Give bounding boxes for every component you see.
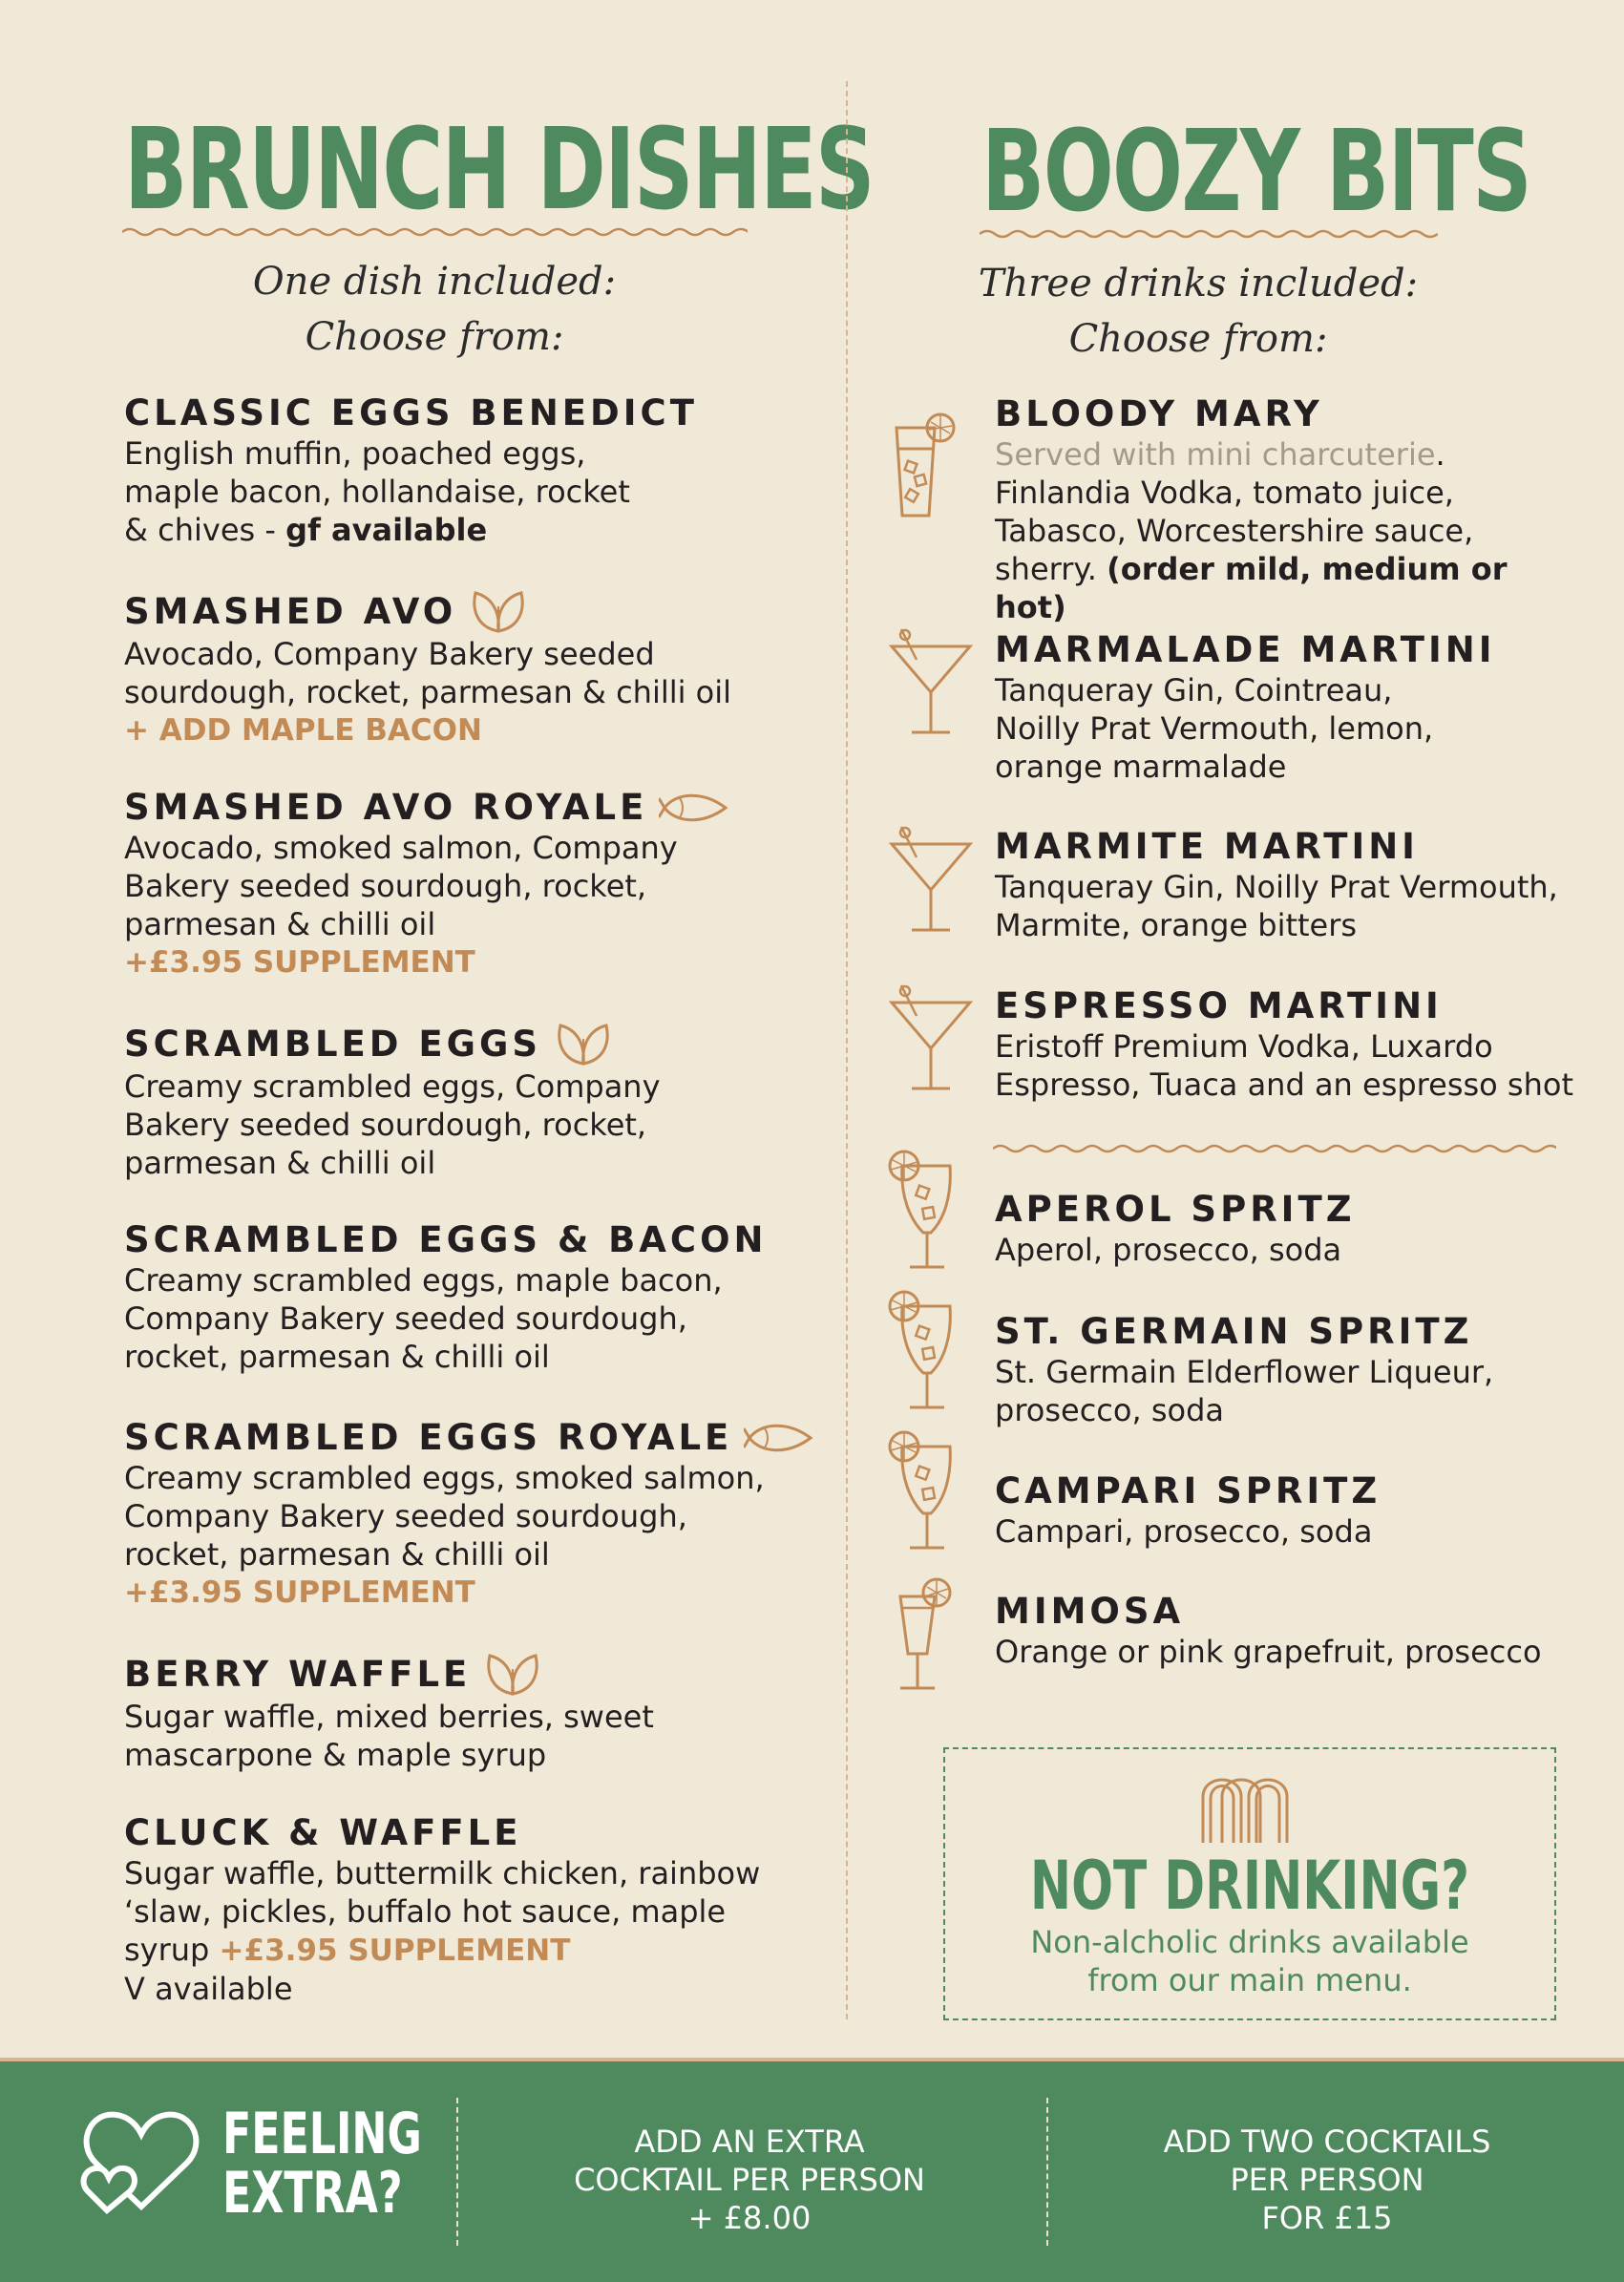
fish-icon — [744, 1419, 816, 1457]
boozy-intro — [960, 256, 1437, 367]
item-dietary-note: V available — [124, 1971, 293, 2007]
boozy-column — [845, 0, 1624, 2053]
spritz-glass-icon — [885, 1429, 961, 1555]
item-name: SMASHED AVO ROYALE — [124, 787, 812, 829]
not-drinking-box — [943, 1747, 1556, 2020]
footer-banner — [0, 2058, 1624, 2282]
footer-divider — [456, 2098, 458, 2246]
menu-item-cluck-waffle — [124, 1812, 812, 2008]
item-extra: + ADD MAPLE BACON — [124, 713, 482, 748]
martini-glass-icon — [888, 823, 974, 938]
item-name: APEROL SPRITZ — [995, 1189, 1356, 1230]
boozy-intro-line1: Three drinks included: — [978, 262, 1419, 306]
item-extra: +£3.95 SUPPLEMENT — [124, 1575, 475, 1610]
footer-offer-extra-cocktail: ADD AN EXTRA COCKTAIL PER PERSON + £8.00 — [574, 2124, 925, 2236]
menu-item-scrambled-eggs-bacon — [124, 1219, 812, 1376]
drink-item-marmite-martini — [995, 826, 1587, 944]
item-description: Sugar waffle, buttermilk chicken, rainbow ‘slaw, pickles, buffalo hot sauce, maple syrup +£3.95 SUPPLEMENT — [124, 1855, 761, 1968]
item-description: Avocado, Company Bakery seeded sourdough, rocket, parmesan & chilli oil — [124, 636, 732, 710]
brunch-column — [0, 0, 874, 2053]
spritz-glass-icon — [885, 1289, 961, 1415]
fish-icon — [659, 789, 731, 827]
item-description: Creamy scrambled eggs, maple bacon, Company Bakery seeded sourdough, rocket, parmesan & chilli oil — [124, 1262, 723, 1375]
drink-item-espresso-martini — [995, 985, 1606, 1104]
item-name: SCRAMBLED EGGS & BACON — [124, 1219, 768, 1260]
item-description: Tanqueray Gin, Noilly Prat Vermouth, Marmite, orange bitters — [995, 869, 1558, 943]
item-description: Creamy scrambled eggs, smoked salmon, Company Bakery seeded sourdough, rocket, parmesan & chilli oil — [124, 1460, 765, 1573]
item-description: English muffin, poached eggs, maple bacon, hollandaise, rocket & chives - gf available — [124, 435, 630, 548]
flute-glass-icon — [893, 1575, 960, 1698]
menu-item-classic-eggs-benedict — [124, 392, 792, 549]
item-name: CLASSIC EGGS BENEDICT — [124, 392, 698, 433]
hearts-icon — [78, 2103, 202, 2216]
boozy-title: BOOZY BITS — [981, 105, 1531, 237]
menu-item-scrambled-eggs — [124, 1022, 792, 1182]
martini-glass-icon — [888, 982, 974, 1096]
footer-offer-two-cocktails: ADD TWO COCKTAILS PER PERSON FOR £15 — [1163, 2124, 1491, 2236]
brunch-title: BRUNCH DISHES — [124, 103, 874, 235]
boozy-title-underline — [980, 227, 1438, 241]
spritz-glass-icon — [885, 1149, 961, 1275]
item-description: Campari, prosecco, soda — [995, 1513, 1373, 1550]
brunch-title-underline — [122, 225, 748, 239]
menu-item-scrambled-eggs-royale — [124, 1417, 831, 1612]
highball-glass-icon — [891, 409, 958, 523]
brunch-intro-line2: Choose from: — [305, 315, 564, 359]
drink-item-st-germain-spritz — [995, 1311, 1587, 1429]
item-description: Avocado, smoked salmon, Company Bakery seeded sourdough, rocket, parmesan & chilli oil — [124, 830, 678, 942]
leaf-icon — [553, 1022, 614, 1067]
item-description: Orange or pink grapefruit, prosecco — [995, 1634, 1542, 1670]
arches-icon — [1199, 1768, 1291, 1845]
item-name: CLUCK & WAFFLE — [124, 1812, 522, 1853]
item-name: SMASHED AVO — [124, 589, 792, 635]
boozy-intro-line2: Choose from: — [1068, 317, 1328, 361]
menu-item-berry-waffle — [124, 1652, 792, 1774]
menu-item-smashed-avo-royale — [124, 787, 812, 982]
item-description: St. Germain Elderflower Liqueur, prosecco, soda — [995, 1354, 1494, 1428]
item-name: SCRAMBLED EGGS ROYALE — [124, 1417, 831, 1459]
item-extra: +£3.95 SUPPLEMENT — [124, 945, 475, 980]
item-name: CAMPARI SPRITZ — [995, 1470, 1381, 1511]
brunch-intro — [191, 254, 678, 365]
not-drinking-title: NOT DRINKING? — [1029, 1847, 1470, 1925]
drink-item-bloody-mary — [995, 393, 1606, 626]
item-name: ST. GERMAIN SPRITZ — [995, 1311, 1473, 1352]
item-description: Finlandia Vodka, tomato juice, Tabasco, Worcestershire sauce, sherry. (order mild, medium or hot) — [995, 475, 1508, 625]
item-description: Eristoff Premium Vodka, Luxardo Espresso, Tuaca and an espresso shot — [995, 1028, 1573, 1103]
brunch-intro-line1: One dish included: — [252, 260, 617, 304]
item-description: Tanqueray Gin, Cointreau, Noilly Prat Vermouth, lemon, orange marmalade — [995, 672, 1434, 785]
item-name: ESPRESSO MARTINI — [995, 985, 1443, 1026]
item-description: Creamy scrambled eggs, Company Bakery seeded sourdough, rocket, parmesan & chilli oil — [124, 1068, 661, 1181]
drinks-separator — [993, 1142, 1556, 1155]
item-name: SCRAMBLED EGGS — [124, 1022, 792, 1067]
item-description: Aperol, prosecco, soda — [995, 1232, 1342, 1268]
footer-divider — [1046, 2098, 1048, 2246]
item-name: BLOODY MARY — [995, 393, 1323, 434]
leaf-icon — [468, 589, 529, 635]
item-name: MARMITE MARTINI — [995, 826, 1419, 867]
drink-item-mimosa — [995, 1591, 1587, 1671]
drink-item-campari-spritz — [995, 1470, 1587, 1551]
item-name: MIMOSA — [995, 1591, 1185, 1632]
drink-item-marmalade-martini — [995, 629, 1587, 786]
leaf-icon — [482, 1652, 543, 1698]
item-name: BERRY WAFFLE — [124, 1652, 792, 1698]
drink-item-aperol-spritz — [995, 1189, 1587, 1269]
martini-glass-icon — [888, 625, 974, 740]
item-name: MARMALADE MARTINI — [995, 629, 1496, 670]
item-description: Sugar waffle, mixed berries, sweet mascarpone & maple syrup — [124, 1699, 654, 1773]
item-note: Served with mini charcuterie. — [995, 436, 1445, 473]
menu-item-smashed-avo — [124, 589, 792, 750]
not-drinking-text: Non-alcholic drinks available from our main menu. — [1030, 1924, 1469, 1998]
footer-title: FEELING EXTRA? — [222, 2101, 422, 2227]
